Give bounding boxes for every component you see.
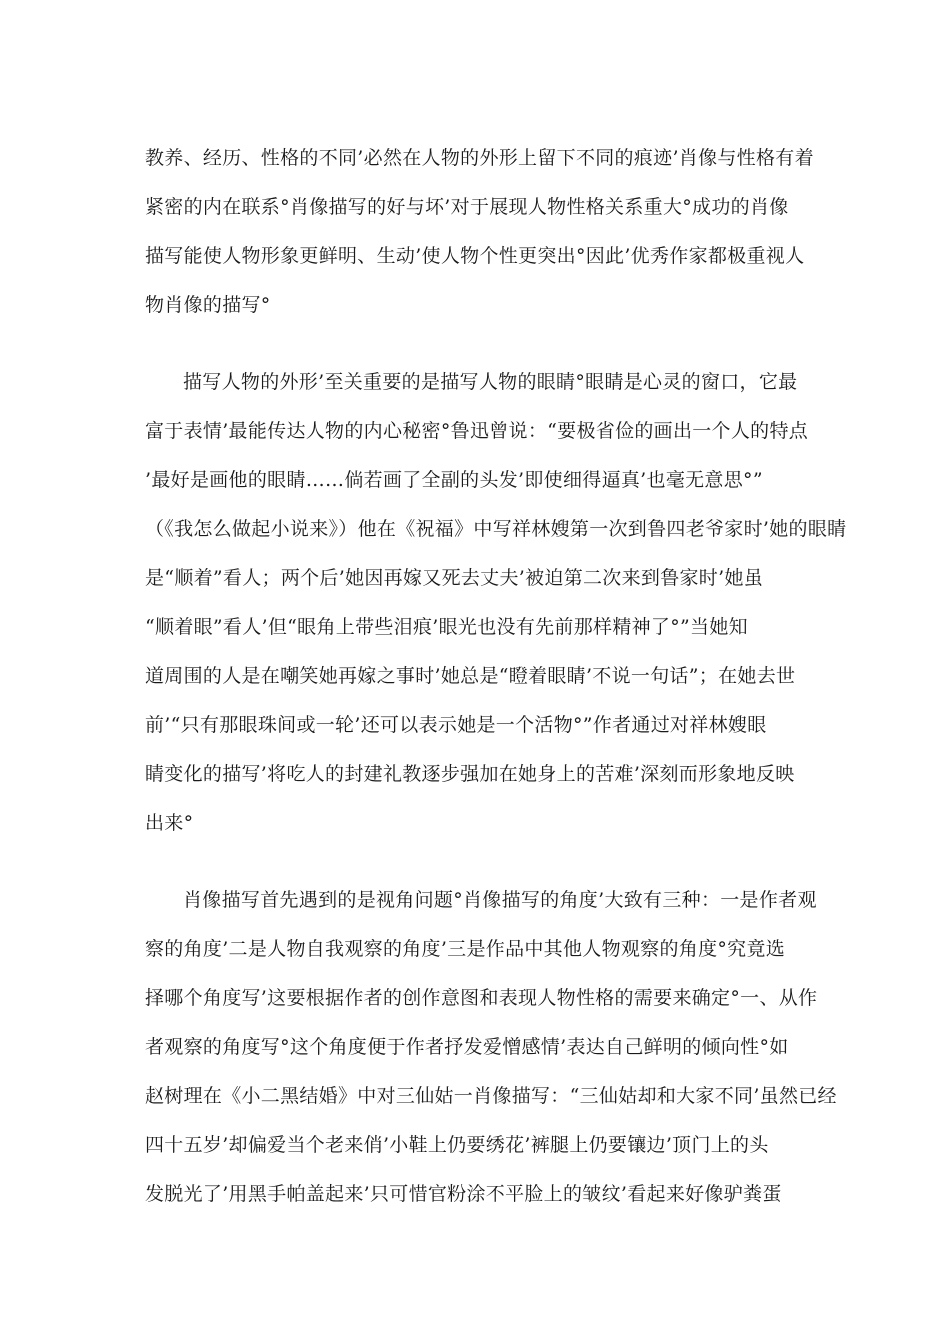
text-line: 道周围的人是在嘲笑她再嫁之事时’她总是“瞪着眼睛’不说一句话”；在她去世 bbox=[145, 665, 796, 687]
text-line: “顺着眼”看人’但“眼角上带些泪痕’眼光也没有先前那样精神了°”当她知 bbox=[145, 616, 748, 638]
text-line: 出来° bbox=[145, 812, 194, 834]
text-line: 教养、经历、性格的不同’必然在人物的外形上留下不同的痕迹’肖像与性格有着 bbox=[145, 147, 814, 169]
paragraph-first-line: 描写人物的外形’至关重要的是描写人物的眼睛°眼睛是心灵的窗口，它最 bbox=[183, 371, 798, 393]
text-line: 紧密的内在联系°肖像描写的好与坏’对于展现人物性格关系重大°成功的肖像 bbox=[145, 196, 789, 218]
text-line: 物肖像的描写° bbox=[145, 294, 271, 316]
text-line: 睛变化的描写’将吃人的封建礼教逐步强加在她身上的苦难’深刻而形象地反映 bbox=[145, 763, 795, 785]
text-line: 发脱光了’用黑手帕盖起来’只可惜官粉涂不平脸上的皱纹’看起来好像驴粪蛋 bbox=[145, 1183, 782, 1205]
text-line: 描写能使人物形象更鲜明、生动’使人物个性更突出°因此’优秀作家都极重视人 bbox=[145, 245, 805, 267]
text-line: ’最好是画他的眼睛……倘若画了全副的头发’即使细得逼真’也毫无意思°” bbox=[145, 469, 763, 491]
text-line: （《我怎么做起小说来》）他在《祝福》中写祥林嫂第一次到鲁四老爷家时’她的眼睛 bbox=[145, 518, 847, 540]
text-line: 前’“只有那眼珠间或一轮’还可以表示她是一个活物°”作者通过对祥林嫂眼 bbox=[145, 714, 767, 736]
text-line: 者观察的角度写°这个角度便于作者抒发爱憎感情’表达自己鲜明的倾向性°如 bbox=[145, 1036, 789, 1058]
text-line: 择哪个角度写’这要根据作者的创作意图和表现人物性格的需要来确定°一、从作 bbox=[145, 987, 818, 1009]
text-line: 察的角度’二是人物自我观察的角度’三是作品中其他人物观察的角度°究竟选 bbox=[145, 938, 786, 960]
text-line: 赵树理在《小二黑结婚》中对三仙姑一肖像描写：“三仙姑却和大家不同’虽然已经 bbox=[145, 1085, 837, 1107]
text-line: 是“顺着”看人；两个后’她因再嫁又死去丈夫’被迫第二次来到鲁家时’她虽 bbox=[145, 567, 764, 589]
text-line: 富于表情’最能传达人物的内心秘密°鲁迅曾说：“要极省俭的画出一个人的特点 bbox=[145, 420, 809, 442]
paragraph-first-line: 肖像描写首先遇到的是视角问题°肖像描写的角度’大致有三种：一是作者观 bbox=[183, 889, 817, 911]
text-line: 四十五岁’却偏爱当个老来俏’小鞋上仍要绣花’裤腿上仍要镶边’顶门上的头 bbox=[145, 1134, 769, 1156]
